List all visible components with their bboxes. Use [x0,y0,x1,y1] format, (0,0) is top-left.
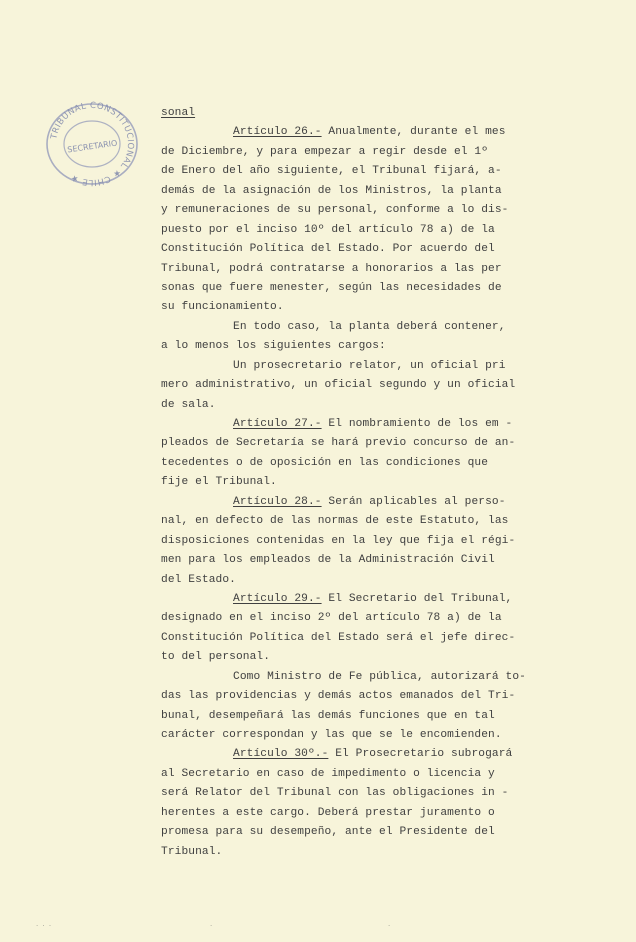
text-run: sonas que fuere menester, según las necesidades de [161,281,502,294]
text-line [161,434,561,453]
text-run: El Prosecretario subrogará [328,748,513,761]
text-line [161,279,561,298]
text-line [161,532,561,551]
footer-mark: ‧ ‧ ‧ [36,923,52,931]
document-body [161,104,561,862]
article-heading: sonal [161,107,196,119]
text-run: nal, en defecto de las normas de este Estatuto, las [161,515,509,528]
text-line [161,357,561,376]
page-footer-margin [0,920,636,942]
article-heading: Artículo 28.- [233,495,322,508]
text-run: a lo menos los siguientes cargos: [161,340,386,353]
text-line [161,590,561,609]
text-run: puesto por el inciso 10º del artículo 78 a) de la [161,223,495,236]
text-run: Un prosecretario relator, un oficial pri [233,359,506,372]
text-run: Tribunal. [161,845,223,858]
text-line [161,745,561,764]
article-heading: Artículo 26.- [233,126,322,139]
text-run: demás de la asignación de los Ministros, la planta [161,184,502,197]
text-run: será Relator del Tribunal con las obligaciones in - [161,787,509,800]
text-line [161,376,561,395]
text-run: El Secretario del Tribunal, [321,592,513,605]
footer-mark: ‧ [210,923,213,931]
text-line [161,493,561,512]
text-run: de Diciembre, y para empezar a regir desde el 1º [161,145,489,158]
text-line [161,512,561,531]
text-line [161,337,561,356]
text-run: pleados de Secretaría se hará previo concurso de an- [161,437,516,450]
text-run: promesa para su desempeño, ante el Presidente del [161,826,495,839]
text-run: bunal, desempeñará las demás funciones que en tal [161,709,495,722]
text-run: El nombramiento de los em - [321,418,513,430]
text-run: to del personal. [161,651,271,664]
text-run: En todo caso, la planta deberá contener, [233,320,506,333]
text-line [161,240,561,259]
secretario-seal-stamp [38,98,146,190]
text-line [161,726,561,745]
text-line [161,804,561,823]
text-line [161,104,561,123]
text-run: carácter correspondan y las que se le encomienden. [161,729,502,741]
text-run: disposiciones contenidas en la ley que fija el régi- [161,534,516,547]
article-heading: Artículo 30º.- [233,748,329,761]
text-line [161,182,561,201]
text-line [161,454,561,473]
text-line [161,221,561,240]
text-line [161,473,561,492]
text-line [161,298,561,317]
text-run: fije el Tribunal. [161,476,277,489]
text-run: mero administrativo, un oficial segundo y un oficial [161,379,516,392]
text-run: Como Ministro de Fe pública, autorizará to- [233,670,526,683]
text-line [161,707,561,726]
text-run: herentes a este cargo. Deberá prestar juramento o [161,806,495,819]
text-line [161,629,561,648]
seal-ring-text: TRIBUNAL CONSTITUCIONAL ★ CHILE ★ [49,100,136,188]
text-run: das las providencias y demás actos emanados del Tri- [161,690,516,703]
article-heading: Artículo 27.- [233,418,322,430]
text-line [161,648,561,667]
text-line [161,201,561,220]
text-line [161,396,561,415]
article-heading: Artículo 29.- [233,592,322,605]
text-line [161,162,561,181]
text-line [161,571,561,590]
text-line [161,415,561,434]
text-line [161,687,561,706]
text-line [161,823,561,842]
footer-mark: ‧ [388,923,391,931]
text-line [161,318,561,337]
text-run: Constitución Política del Estado será el jefe direc- [161,631,516,644]
text-line [161,260,561,279]
text-run: del Estado. [161,573,236,586]
text-line [161,123,561,142]
text-line [161,765,561,784]
text-run: Serán aplicables al perso- [321,495,506,508]
text-run: su funcionamiento. [161,301,284,314]
text-run: al Secretario en caso de impedimento o licencia y [161,767,495,780]
text-run: Tribunal, podrá contratarse a honorarios a las per [161,262,502,275]
text-line [161,609,561,628]
text-run: Constitución Política del Estado. Por acuerdo del [161,243,495,256]
text-line [161,551,561,570]
text-line [161,843,561,862]
text-run: men para los empleados de la Administración Civil [161,554,495,567]
text-run: de sala. [161,398,216,411]
text-run: designado en el inciso 2º del artículo 78 a) de la [161,612,502,625]
text-line [161,668,561,687]
text-run: tecedentes o de oposición en las condiciones que [161,456,489,469]
text-line [161,143,561,162]
text-run: y remuneraciones de su personal, conforme a lo dis- [161,204,509,217]
seal-center-text: SECRETARIO [66,138,118,155]
text-run: Anualmente, durante el mes [321,126,506,139]
text-run: de Enero del año siguiente, el Tribunal fijará, a- [161,165,502,178]
text-line [161,784,561,803]
